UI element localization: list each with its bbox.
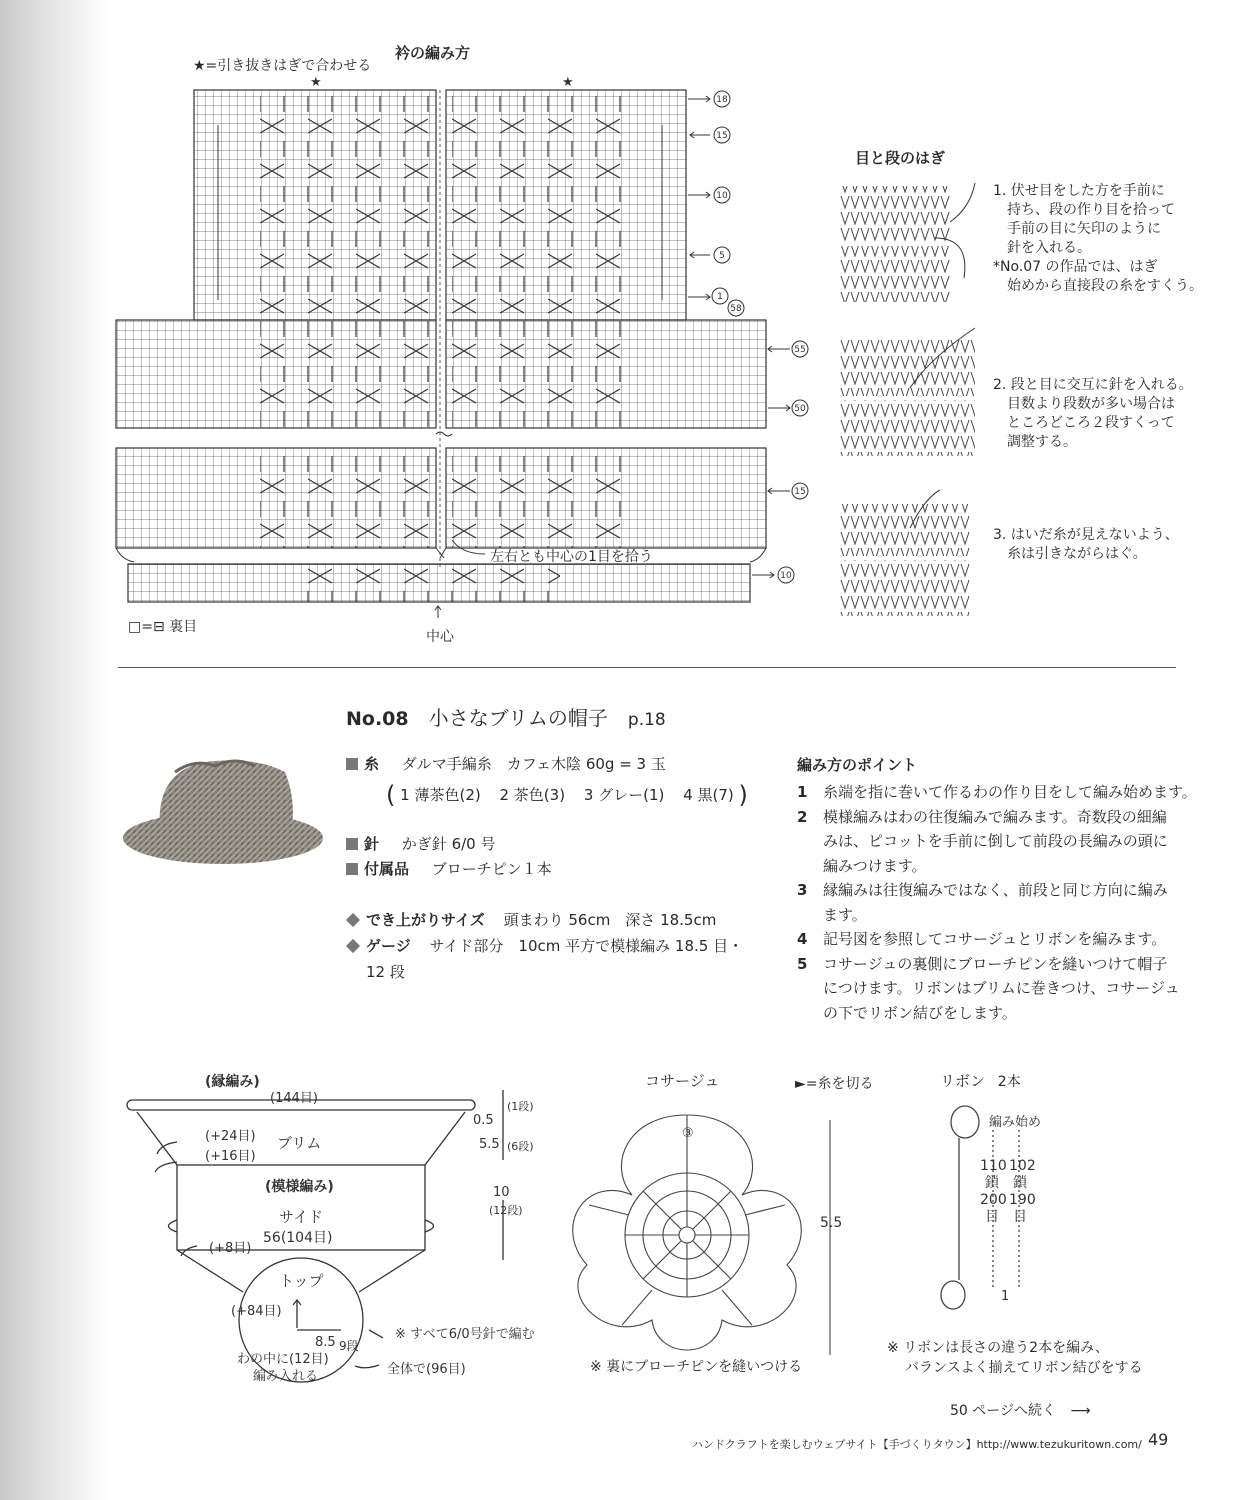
ribbon-a-top: 110 [980, 1158, 1007, 1174]
edge-count: (144目) [270, 1091, 318, 1106]
row-label-10b: 10 [780, 571, 792, 581]
size-row: でき上がりサイズ 頭まわり 56cm 深さ 18.5cm [346, 909, 716, 930]
star-left: ★ [310, 75, 322, 90]
brim-inc1: (+24目) [205, 1129, 256, 1144]
product-number: No.08 [346, 708, 409, 730]
yarn-row: 糸 ダルマ手編糸 カフェ木陰 60g = 3 玉 [346, 753, 666, 774]
footer-website[interactable]: ハンドクラフトを楽しむウェブサイト【手づくりタウン】http://www.tezukuritown.com/ [692, 1438, 1142, 1451]
continue-note: 50 ページへ続く ⟶ [950, 1403, 1091, 1419]
points-list [797, 780, 1207, 1025]
diamond-bullet-icon [346, 913, 360, 927]
row-label-50: 50 [794, 404, 806, 414]
row-label-55: 55 [794, 345, 806, 355]
row-label-1: 1 [717, 292, 723, 302]
ribbon-b-mid: 鎖 [1013, 1175, 1027, 1191]
needle-note: ※ すべて6/0号針で編む [395, 1327, 535, 1342]
dim-side-rows: (12段) [489, 1204, 523, 1217]
row-label-10: 10 [716, 191, 728, 201]
corsage-round3: ③ [682, 1126, 694, 1141]
square-bullet-icon [346, 758, 358, 770]
collar-chart [110, 70, 810, 650]
top-label: トップ [279, 1272, 324, 1290]
cut-legend: ►=糸を切る [795, 1076, 874, 1092]
brim-inc2: (+16目) [205, 1149, 256, 1164]
ribbon-a-unit: 目 [985, 1209, 999, 1225]
collar-legend: □=⊟ 裏目 [128, 619, 198, 635]
collar-left-upper [194, 90, 436, 320]
arrow-right-icon: ⟶ [1070, 1403, 1091, 1419]
ribbon-chart [935, 1100, 1055, 1320]
top-radius: 8.5 [315, 1335, 336, 1350]
seam-step2-text: 2. 段と目に交互に針を入れる。 目数より段数が多い場合は ところどころ２段すくって 調整する。 [993, 377, 1193, 450]
collar-lower-band [116, 448, 766, 562]
star-right: ★ [562, 75, 574, 90]
row-label-15: 15 [716, 131, 728, 141]
top-rows: 9段 [339, 1339, 359, 1353]
center-pickup-note: 左右とも中心の1目を拾う [490, 549, 653, 565]
ribbon-b-bot: 190 [1009, 1192, 1036, 1208]
seam-step1-text: 1. 伏せ目をした方を手前に 持ち、段の作り目を拾って 手前の目に矢印のように 針を入れる。 *No.07 の作品では、はぎ 始めから直接段の糸をすくう。 [993, 183, 1203, 294]
seam-title: 目と段のはぎ [855, 149, 946, 167]
dim-side: 10 [493, 1185, 510, 1200]
binding-gutter-shadow [0, 0, 110, 1500]
dim-brim-rows: (6段) [507, 1140, 534, 1153]
collar-bottom-strip [128, 564, 750, 602]
ribbon-b-unit: 目 [1013, 1209, 1027, 1225]
total-count: 全体で(96目) [387, 1362, 466, 1377]
point-item: 5 コサージュの裏側にブローチピンを縫いつけて帽子 につけます。リボンはブリムに巻きつけ、コサージュ の下でリボン結びをします。 [797, 954, 1180, 1022]
corsage-title: コサージュ [645, 1072, 720, 1090]
hat-construction-diagram [115, 1060, 565, 1410]
product-heading [346, 702, 666, 731]
product-page-ref: p.18 [627, 710, 666, 730]
dim-edge-rows: (1段) [507, 1100, 534, 1113]
dim-brim: 5.5 [479, 1137, 500, 1152]
dim-edge: 0.5 [473, 1113, 494, 1128]
page-number: 49 [1148, 1430, 1169, 1449]
ring-label-2: 編み入れる [253, 1369, 319, 1384]
seam-illustrations [840, 178, 980, 618]
diamond-bullet-icon [346, 939, 360, 953]
row-label-5: 5 [719, 251, 725, 261]
ribbon-start: 編み始め [989, 1115, 1042, 1130]
point-item: 3 縁編みは往復編みではなく、前段と同じ方向に編み ます。 [797, 881, 1168, 924]
seam-step3-text: 3. はいだ糸が見えないよう、 糸は引きながらはぐ。 [993, 527, 1179, 562]
corsage-chart [565, 1105, 875, 1365]
ribbon-one: 1 [1001, 1289, 1010, 1304]
row-label-15b: 15 [794, 487, 806, 497]
side-size: 56(104目) [263, 1230, 333, 1246]
product-name: 小さなブリムの帽子 [428, 706, 608, 730]
side-inc: (+8目) [209, 1241, 252, 1256]
row-label-58: 58 [730, 304, 742, 314]
color-list: ( 1 薄茶色(2) 2 茶色(3) 3 グレー(1) 4 黒(7) ) [386, 781, 748, 809]
collar-middle-band [116, 320, 766, 428]
ribbon-a-bot: 200 [980, 1192, 1007, 1208]
accessory-row: 付属品 ブローチピン１本 [346, 858, 552, 879]
point-item: 4 記号図を参照してコサージュとリボンを編みます。 [797, 930, 1167, 948]
ribbon-b-top: 102 [1009, 1158, 1036, 1174]
corsage-note: ※ 裏にブローチピンを縫いつける [590, 1359, 803, 1375]
square-bullet-icon [346, 863, 358, 875]
needle-row: 針 かぎ針 6/0 号 [346, 833, 495, 854]
collar-title: 衿の編み方 [395, 44, 471, 62]
brim-label: ブリム [277, 1134, 322, 1152]
side-label: サイド [279, 1208, 323, 1226]
ribbon-title: リボン 2本 [940, 1072, 1021, 1090]
point-item: 2 模様編みはわの往復編みで編みます。奇数段の細編 みは、ピコットを手前に倒して前段の長編みの頭に 編みつけます。 [797, 807, 1168, 875]
seam-step1-image [840, 183, 975, 302]
gauge-row: ゲージ サイド部分 10cm 平方で模様編み 18.5 目・ [346, 935, 743, 956]
collar-right-upper [446, 90, 686, 320]
section-divider [118, 667, 1176, 668]
seam-step3-image [840, 490, 970, 616]
corsage-height: 5.5 [820, 1215, 843, 1231]
top-inc: (+84目) [231, 1304, 282, 1319]
gauge-row-2: 12 段 [366, 963, 405, 981]
edge-label: (縁編み) [205, 1074, 260, 1090]
point-item: 1 糸端を指に巻いて作るわの作り目をして編み始めます。 [797, 783, 1197, 801]
star-note: ★=引き抜きはぎで合わせる [193, 58, 372, 74]
pattern-label: (模様編み) [265, 1179, 334, 1195]
ribbon-a-mid: 鎖 [985, 1175, 999, 1191]
ribbon-note: ※ リボンは長さの違う2本を編み、 バランスよく揃えてリボン結びをする [887, 1340, 1143, 1376]
points-title: 編み方のポイント [797, 756, 918, 774]
hat-photo [115, 752, 330, 872]
row-label-18: 18 [716, 95, 728, 105]
square-bullet-icon [346, 838, 358, 850]
ring-label: わの中に(12目) [237, 1352, 329, 1367]
center-label: 中心 [426, 629, 454, 645]
seam-step2-image [840, 328, 975, 456]
